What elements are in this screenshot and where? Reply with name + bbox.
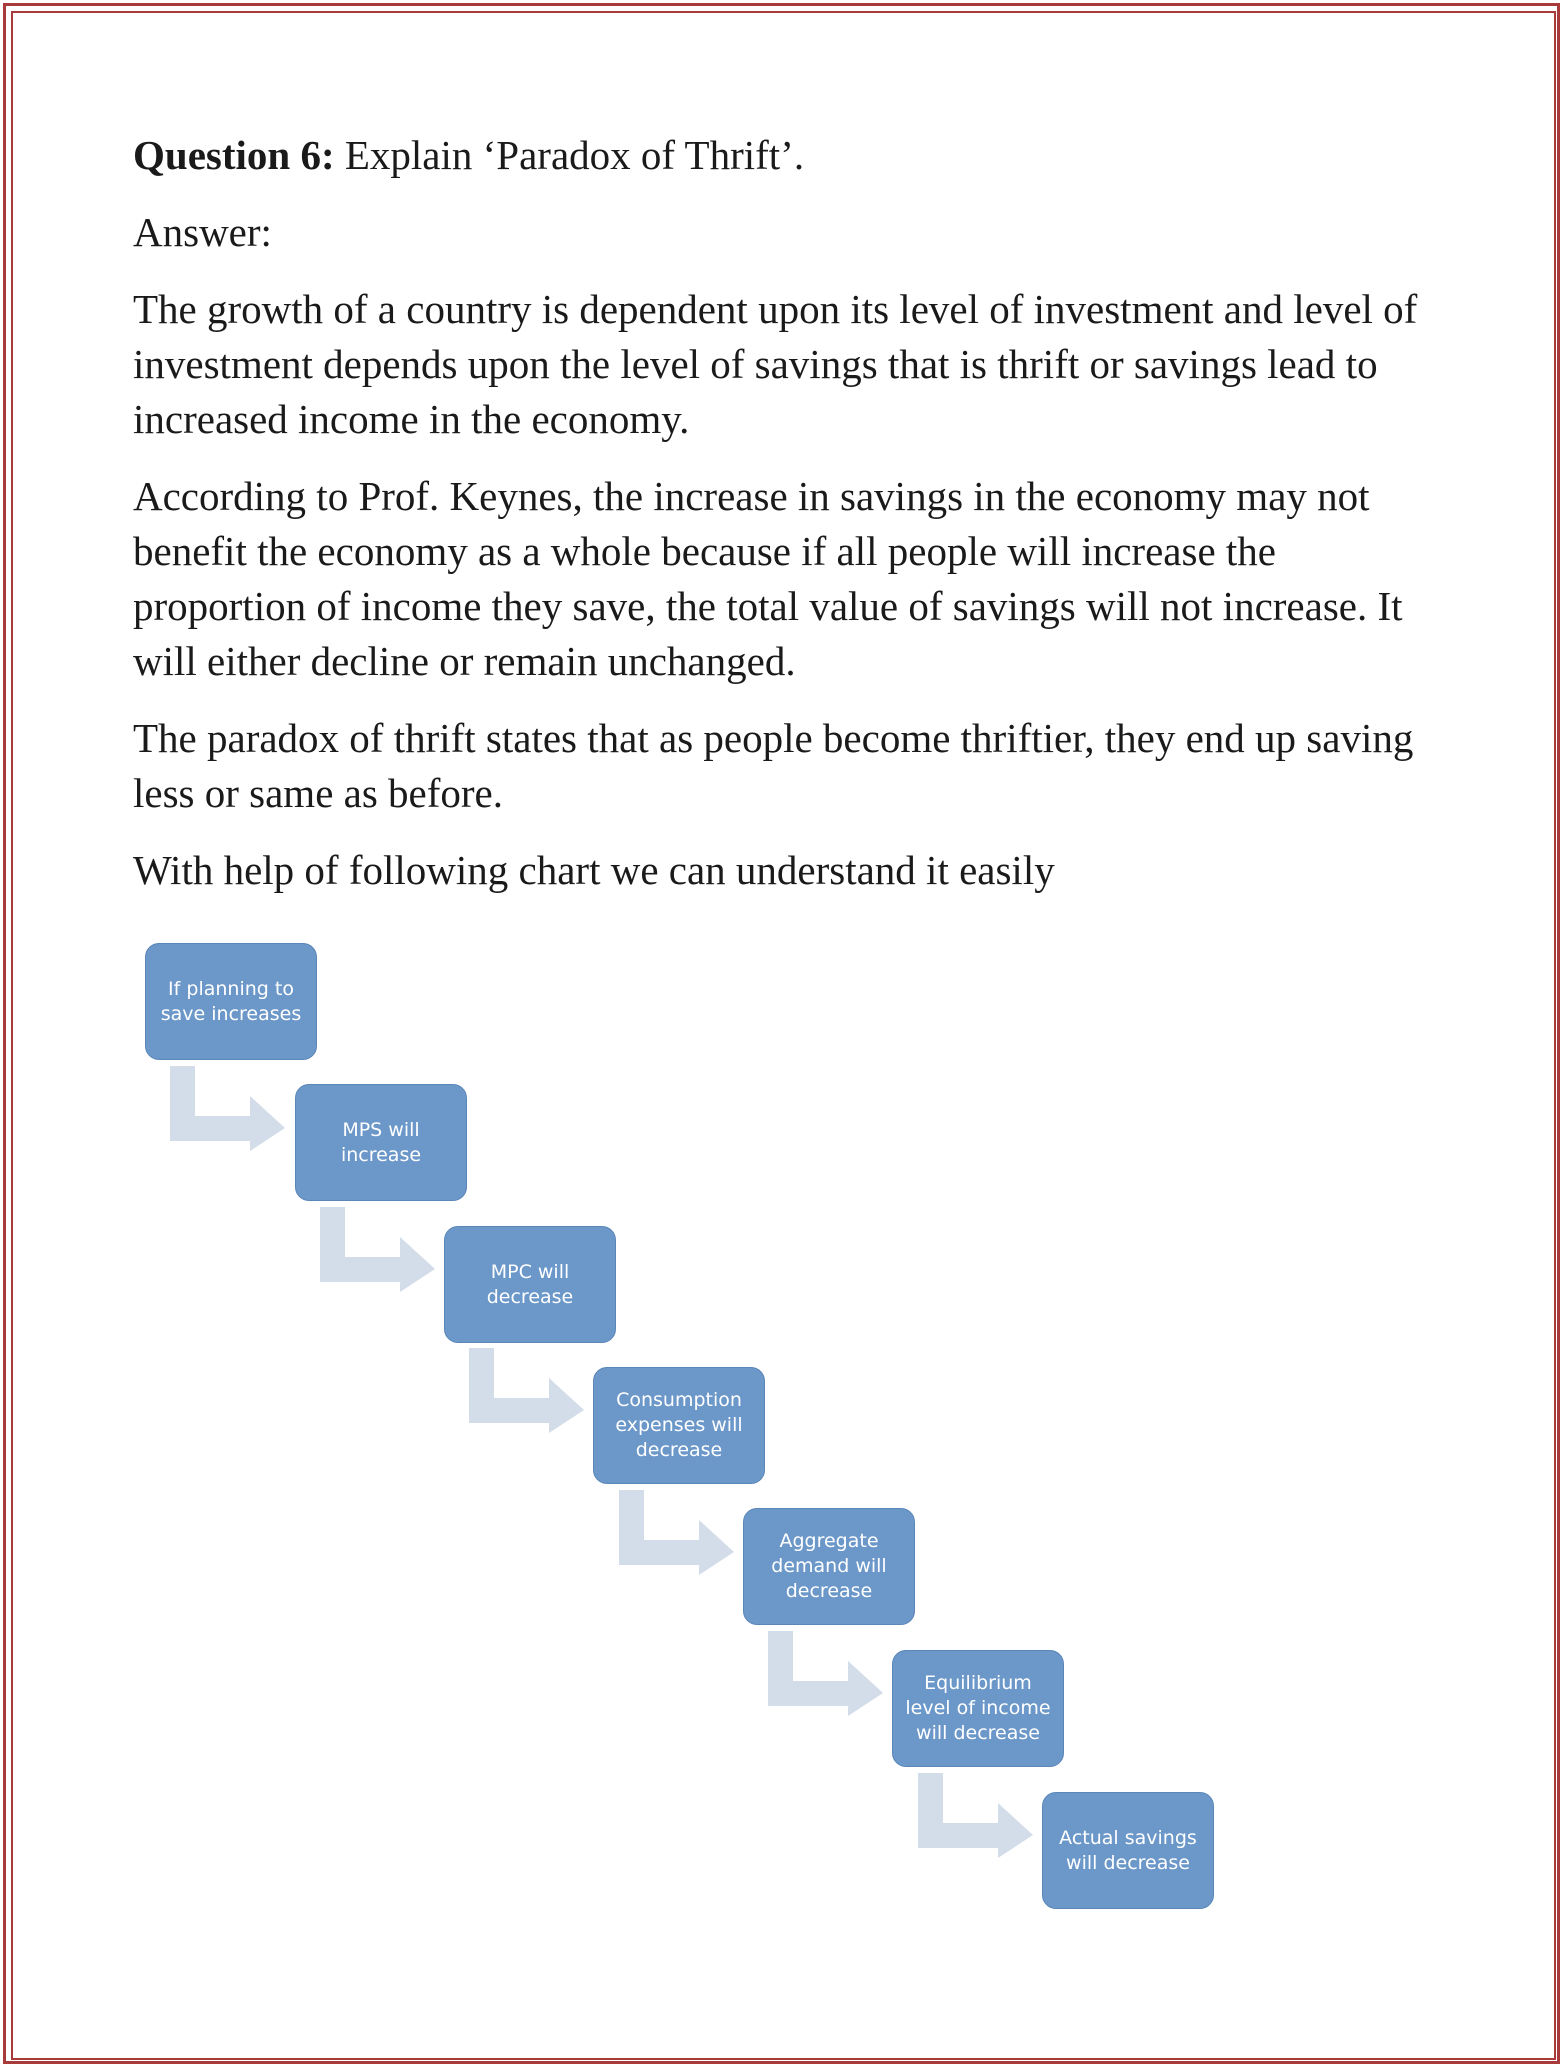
- answer-label: Answer:: [133, 209, 272, 255]
- flow-arrow-icon: [315, 1207, 455, 1292]
- flow-step-2: MPS will increase: [295, 1084, 467, 1201]
- question-heading: [133, 128, 1433, 183]
- question-text: Explain ‘Paradox of Thrift’.: [334, 132, 805, 178]
- flow-step-5: Aggregate demand will decrease: [743, 1508, 915, 1625]
- flow-step-3: MPC will decrease: [444, 1226, 616, 1343]
- paragraph: The growth of a country is dependent upon its level of investment and level of investment depends upon the level of savings that is thrift or savings lead to increased income in the economy.: [133, 286, 1418, 442]
- document-body: [133, 128, 1433, 920]
- flow-arrow-icon: [913, 1773, 1053, 1858]
- flow-step-7: Actual savings will decrease: [1042, 1792, 1214, 1909]
- flow-arrow-icon: [464, 1348, 604, 1433]
- flow-arrow-icon: [763, 1631, 903, 1716]
- flow-step-6: Equilibrium level of income will decrease: [892, 1650, 1064, 1767]
- paragraph: With help of following chart we can understand it easily: [133, 847, 1055, 893]
- flow-arrow-icon: [614, 1490, 754, 1575]
- flow-arrow-icon: [165, 1066, 305, 1151]
- paragraph: The paradox of thrift states that as people become thriftier, they end up saving less or same as before.: [133, 715, 1414, 816]
- flow-step-1: If planning to save increases: [145, 943, 317, 1060]
- paragraph: According to Prof. Keynes, the increase in savings in the economy may not benefit the economy as a whole because if all people will increase the proportion of income they save, the total value of savings will not increase. It will either decline or remain unchanged.: [133, 473, 1403, 684]
- flow-step-4: Consumption expenses will decrease: [593, 1367, 765, 1484]
- question-label: Question 6:: [133, 132, 335, 178]
